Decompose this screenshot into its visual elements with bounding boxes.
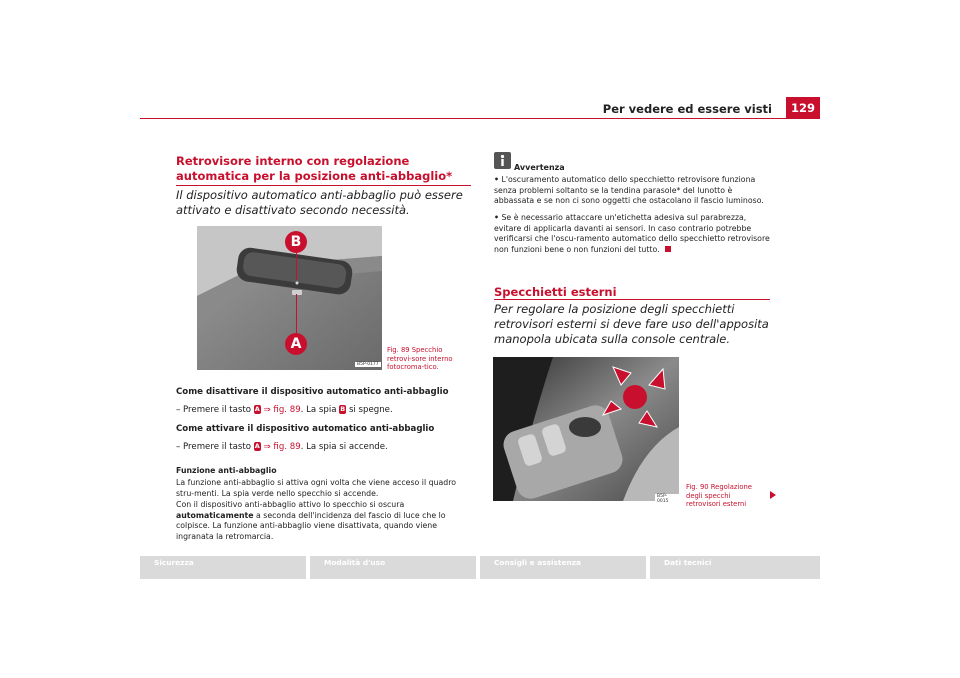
section-title-external-mirrors: Specchietti esterni [494,285,617,299]
function-paragraph-1: La funzione anti-abbaglio si attiva ogni volta che viene acceso il quadro stru-menti. La spia verde nello specchio si accende. [176,478,457,498]
function-paragraph-2 [176,500,473,542]
end-of-section-icon [665,246,671,252]
function-p2-post: a seconda dell'incidenza del fascio di luce che lo colpisce. La funzione anti-abbaglio viene disattivata, quando viene ingranata la retromarcia. [176,510,446,541]
header-rule [140,118,820,119]
deactivate-step [176,404,476,416]
callout-a-line [296,294,297,333]
figure-89-link[interactable]: ⇒ fig. 89 [263,405,301,415]
deactivate-step-mid: . La spia [300,405,337,415]
mirror-adjust-illustration [493,357,679,501]
continue-arrow-icon [770,491,776,499]
activate-step [176,441,476,453]
warning-bullet-2 [494,213,770,255]
function-heading: Funzione anti-abbaglio [176,466,277,475]
light-b-badge: B [340,405,346,413]
figure-code: B5P-0177 [357,362,379,367]
section-intro: Il dispositivo automatico anti-abbaglio può essere attivato e disattivato secondo necessità. [176,188,463,217]
figure-89-rearview-mirror [197,226,382,370]
callout-a: A [285,333,307,355]
deactivate-step-post: si spegne. [348,405,393,415]
page-number: 129 [786,97,820,119]
deactivate-step-pre: – Premere il tasto [176,405,251,415]
figure-89-link[interactable]: ⇒ fig. 89 [263,442,301,452]
activate-step-pre: – Premere il tasto [176,442,251,452]
warning-bullet-1 [494,175,770,207]
button-a-badge: A [254,405,260,413]
section-rule [176,185,471,186]
warning-title: Avvertenza [514,163,565,172]
activate-step-post: . La spia si accende. [300,442,388,452]
footer-tab-consigli-assistenza[interactable]: Consigli e assistenza [480,556,646,579]
section-rule [494,299,770,300]
footer-tab-sicurezza[interactable]: Sicurezza [140,556,306,579]
function-p2-bold: automaticamente [176,510,254,520]
figure-90-mirror-knob [493,357,679,504]
button-a-badge: A [254,442,260,450]
bullet-1-text: L'oscuramento automatico dello specchietto retrovisore funziona senza problemi soltanto se la tendina parasole* del lunotto è abbassata e se non ci sono oggetti che ostacolano il fascio luminoso. [494,175,764,206]
figure-code: B5P-0015 [655,494,679,504]
figure-90-caption: Fig. 90 Regolazione degli specchi retrovisori esterni [686,483,752,508]
footer-tab-dati-tecnici[interactable]: Dati tecnici [650,556,820,579]
deactivate-heading: Come disattivare il dispositivo automatico anti-abbaglio [176,387,449,397]
section-title-rearview: Retrovisore interno con regolazione automatica per la posizione anti-abbaglio* [176,154,453,183]
callout-b: B [285,231,307,253]
bullet-icon: • [494,213,499,222]
note-icon [494,152,511,169]
footer-tab-modalita-uso[interactable]: Modalità d'uso [310,556,476,579]
function-p2-pre: Con il dispositivo anti-abbaglio attivo lo specchio si oscura [176,500,405,509]
activate-heading: Come attivare il dispositivo automatico anti-abbaglio [176,424,435,434]
bullet-2-text: Se è necessario attaccare un'etichetta adesiva sul parabrezza, evitare di applicarla davanti ai sensori. In caso contrario potrebbe verificarsi che l'oscu-ramento automatico dello specchietto retrovisore non funzioni bene o non funzioni del tutto. [494,213,770,254]
section-intro-external: Per regolare la posizione degli specchietti retrovisori esterni si deve fare uso dell'apposita manopola ubicata sulla console centrale. [494,302,769,346]
figure-89-caption: Fig. 89 Specchio retrovi-sore interno fotocroma-tico. [387,346,453,371]
running-header: Per vedere ed essere visti [602,102,772,116]
callout-b-line [296,253,297,280]
bullet-icon: • [494,175,499,184]
